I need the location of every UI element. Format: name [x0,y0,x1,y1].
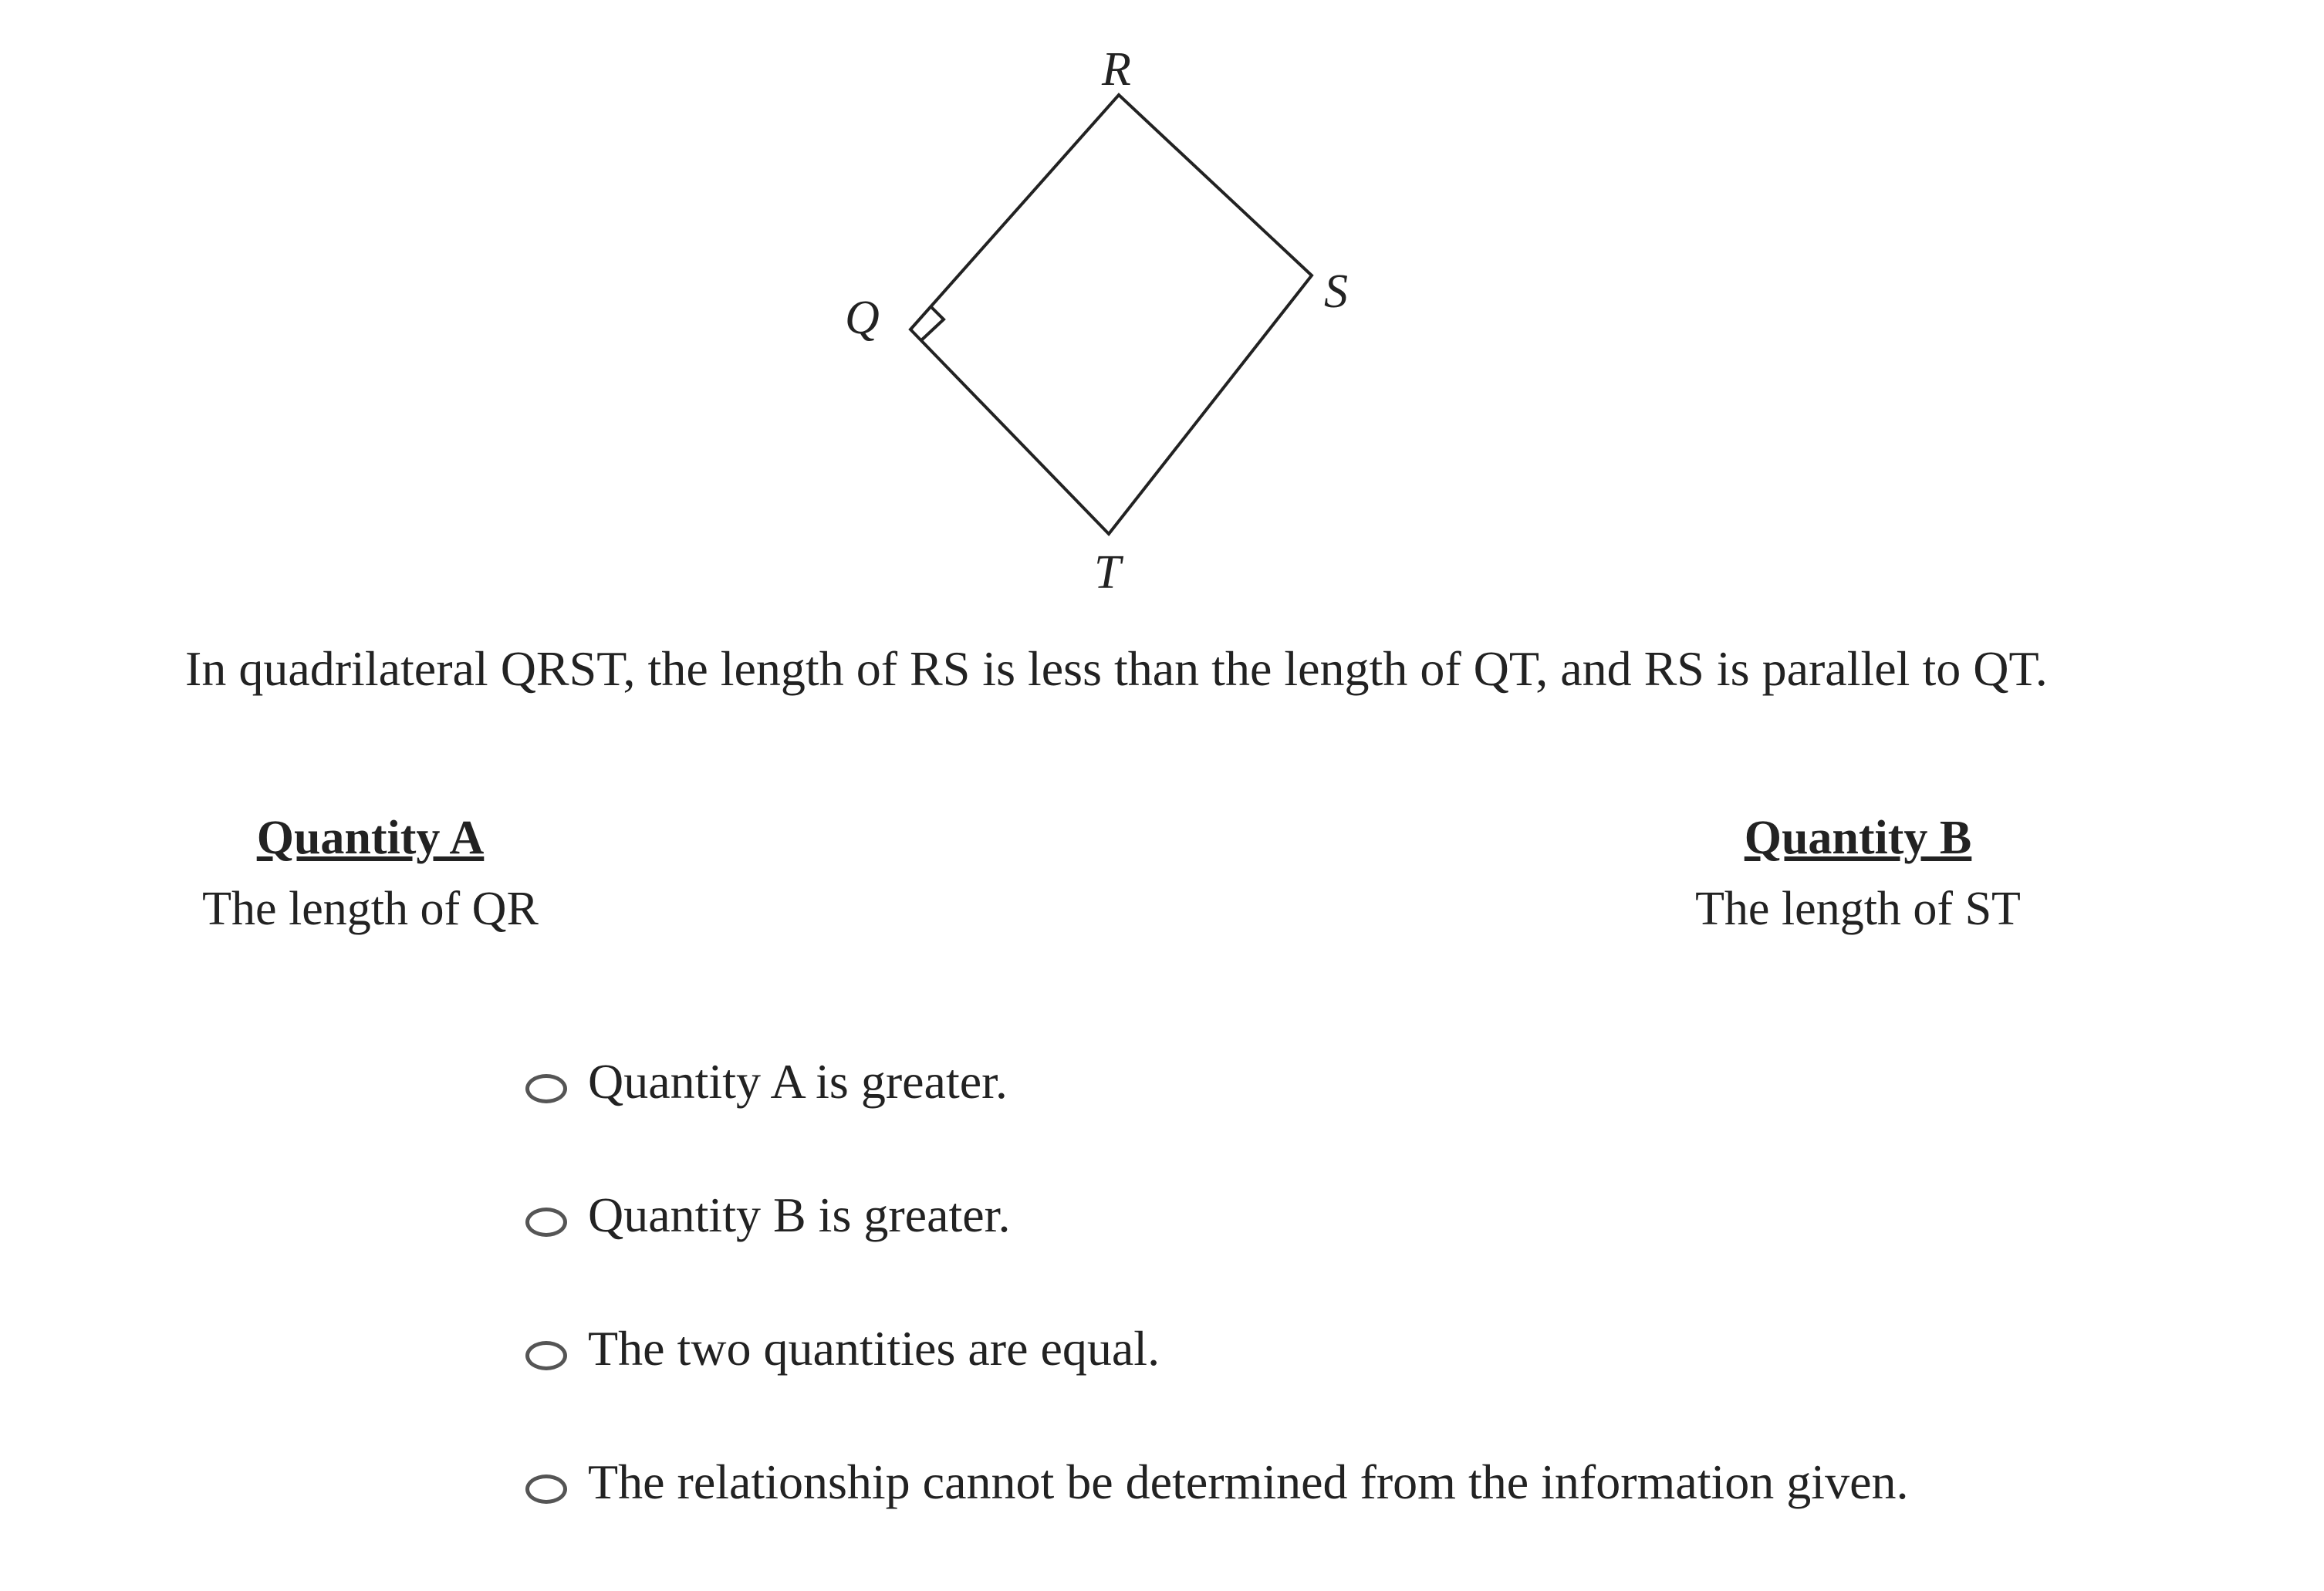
quantity-a-text: The length of QR [202,883,539,935]
quantity-a-heading: Quantity A [256,812,485,864]
answer-choice-label: The two quantities are equal. [588,1321,1160,1376]
radio-button-b[interactable] [525,1208,567,1237]
answer-choice-label: Quantity B is greater. [588,1187,1011,1242]
vertex-label-s: S [1324,265,1348,318]
answer-choice-label: The relationship cannot be determined from the information given. [588,1454,1909,1509]
quantity-a-column [183,814,558,933]
question-stem: In quadrilateral QRST, the length of RS is less than the length of QT, and RS is parallel to QT. [185,641,2048,696]
vertex-label-r: R [1102,43,1131,96]
radio-button-d[interactable] [525,1474,567,1504]
radio-button-c[interactable] [525,1341,567,1370]
radio-button-a[interactable] [525,1074,567,1103]
quantity-b-heading: Quantity B [1744,812,1972,864]
vertex-label-q: Q [845,292,880,344]
quantity-b-column [1670,814,2045,933]
answer-choice-label: Quantity A is greater. [588,1054,1008,1109]
quantity-b-text: The length of ST [1695,883,2021,935]
quadrilateral-figure [0,0,2324,633]
vertex-label-t: T [1094,546,1121,599]
quadrilateral-qrst [910,95,1312,534]
